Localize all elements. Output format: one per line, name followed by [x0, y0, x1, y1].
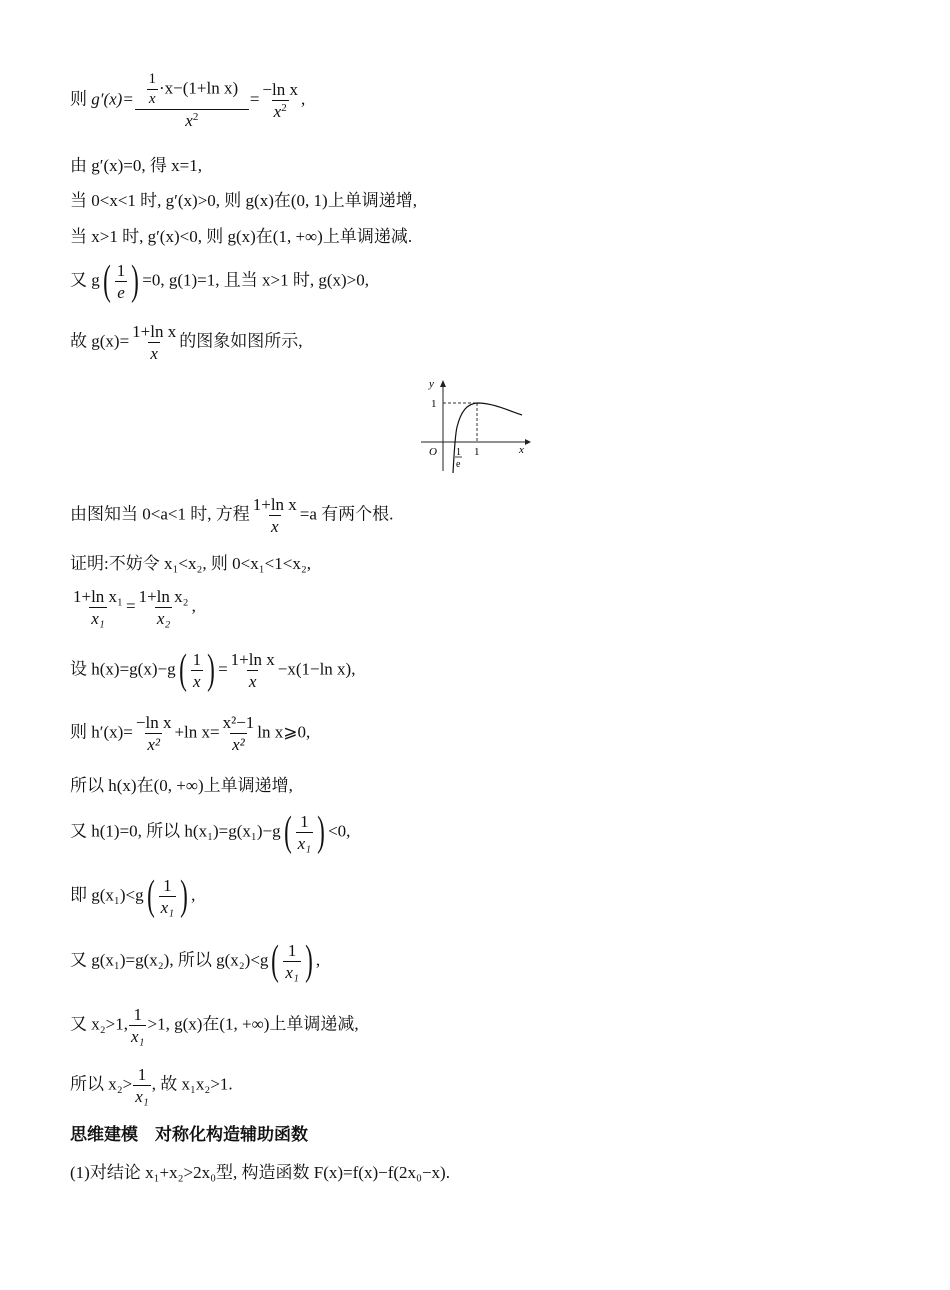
- tick-inv-e-num: 1: [456, 447, 461, 458]
- curve: [453, 403, 522, 473]
- origin-label: O: [429, 446, 437, 458]
- function-graph: [415, 375, 535, 475]
- line-9: $\frac{\text{1+ln x₁}}{\text{x₁}}$ = $\frac{\text{1+ln x₂}}{\text{x₂}}$ ,: [73, 587, 196, 628]
- line-13: 又 h(1)=0, 所以 h(x₁)=g(x₁)−g ( $\frac{1}{\text{x₁}}$ ) <0,: [70, 808, 351, 855]
- line-8: 证明:不妨令 x₁<x₂, 则 0<x₁<1<x₂,: [70, 554, 312, 573]
- line-17: 所以 x₂> $\frac{1}{\text{x₁}}$ , 故 x₁x₂>1.: [70, 1065, 233, 1106]
- line-2: 由 g′(x)=0, 得 x=1,: [70, 156, 202, 175]
- derivative-line: 则 g′(x)= $\frac{1}{x}$ ·x−(1+ln x) $x^2$ = $\frac{\text{−ln x}}{x^2}$ ,: [70, 71, 306, 130]
- line-3: 当 0<x<1 时, g′(x)>0, 则 g(x)在(0, 1)上单调递增,: [70, 191, 417, 210]
- y-axis-label: y: [429, 378, 434, 390]
- line-5: 又 g ( $\frac{1}{e}$ ) =0, g(1)=1, 且当 x>1 时, g(x)>0,: [70, 257, 369, 304]
- line-11: 则 h′(x)= $\frac{\text{−ln x}}{\text{x²}}$ +ln x= $\frac{\text{x²−1}}{\text{x²}}$ ln x⩾0,: [70, 713, 311, 754]
- line-14: 即 g(x₁)<g ( $\frac{1}{\text{x₁}}$ ) ,: [70, 872, 196, 919]
- line-4: 当 x>1 时, g′(x)<0, 则 g(x)在(1, +∞)上单调递减.: [70, 227, 413, 246]
- text-prefix: 则: [70, 89, 92, 109]
- lhs: g′(x)=: [91, 89, 134, 109]
- line-16: 又 x₂>1, $\frac{1}{\text{x₁}}$ >1, g(x)在(1, +∞)上单调递减,: [70, 1005, 359, 1046]
- fraction-2: $\frac{\text{−ln x}}{x^2}$: [262, 80, 298, 121]
- line-15: 又 g(x₁)=g(x₂), 所以 g(x₂)<g ( $\frac{1}{\text{x₁}}$ ) ,: [70, 937, 321, 984]
- line-12: 所以 h(x)在(0, +∞)上单调递增,: [70, 776, 293, 795]
- y-tick-1: 1: [431, 398, 437, 410]
- line-18: (1)对结论 x₁+x₂>2x₀型, 构造函数 F(x)=f(x)−f(2x₀−x).: [70, 1163, 450, 1182]
- section-heading: 思维建模 对称化构造辅助函数: [70, 1125, 308, 1145]
- x-axis-label: x: [519, 444, 524, 456]
- line-7: 由图知当 0<a<1 时, 方程 $\frac{\text{1+ln x}}{x}$ =a 有两个根.: [70, 495, 394, 536]
- x-tick-1: 1: [474, 446, 480, 458]
- line-6: 故 g(x)= $\frac{\text{1+ln x}}{x}$ 的图象如图所示,: [70, 322, 303, 363]
- line-10: 设 h(x)=g(x)−g ( $\frac{1}{x}$ ) = $\frac{\text{1+ln x}}{x}$ −x(1−ln x),: [70, 646, 356, 693]
- big-fraction: $\frac{1}{x}$ ·x−(1+ln x) $x^2$: [135, 72, 249, 129]
- tick-inv-e-den: e: [456, 459, 461, 470]
